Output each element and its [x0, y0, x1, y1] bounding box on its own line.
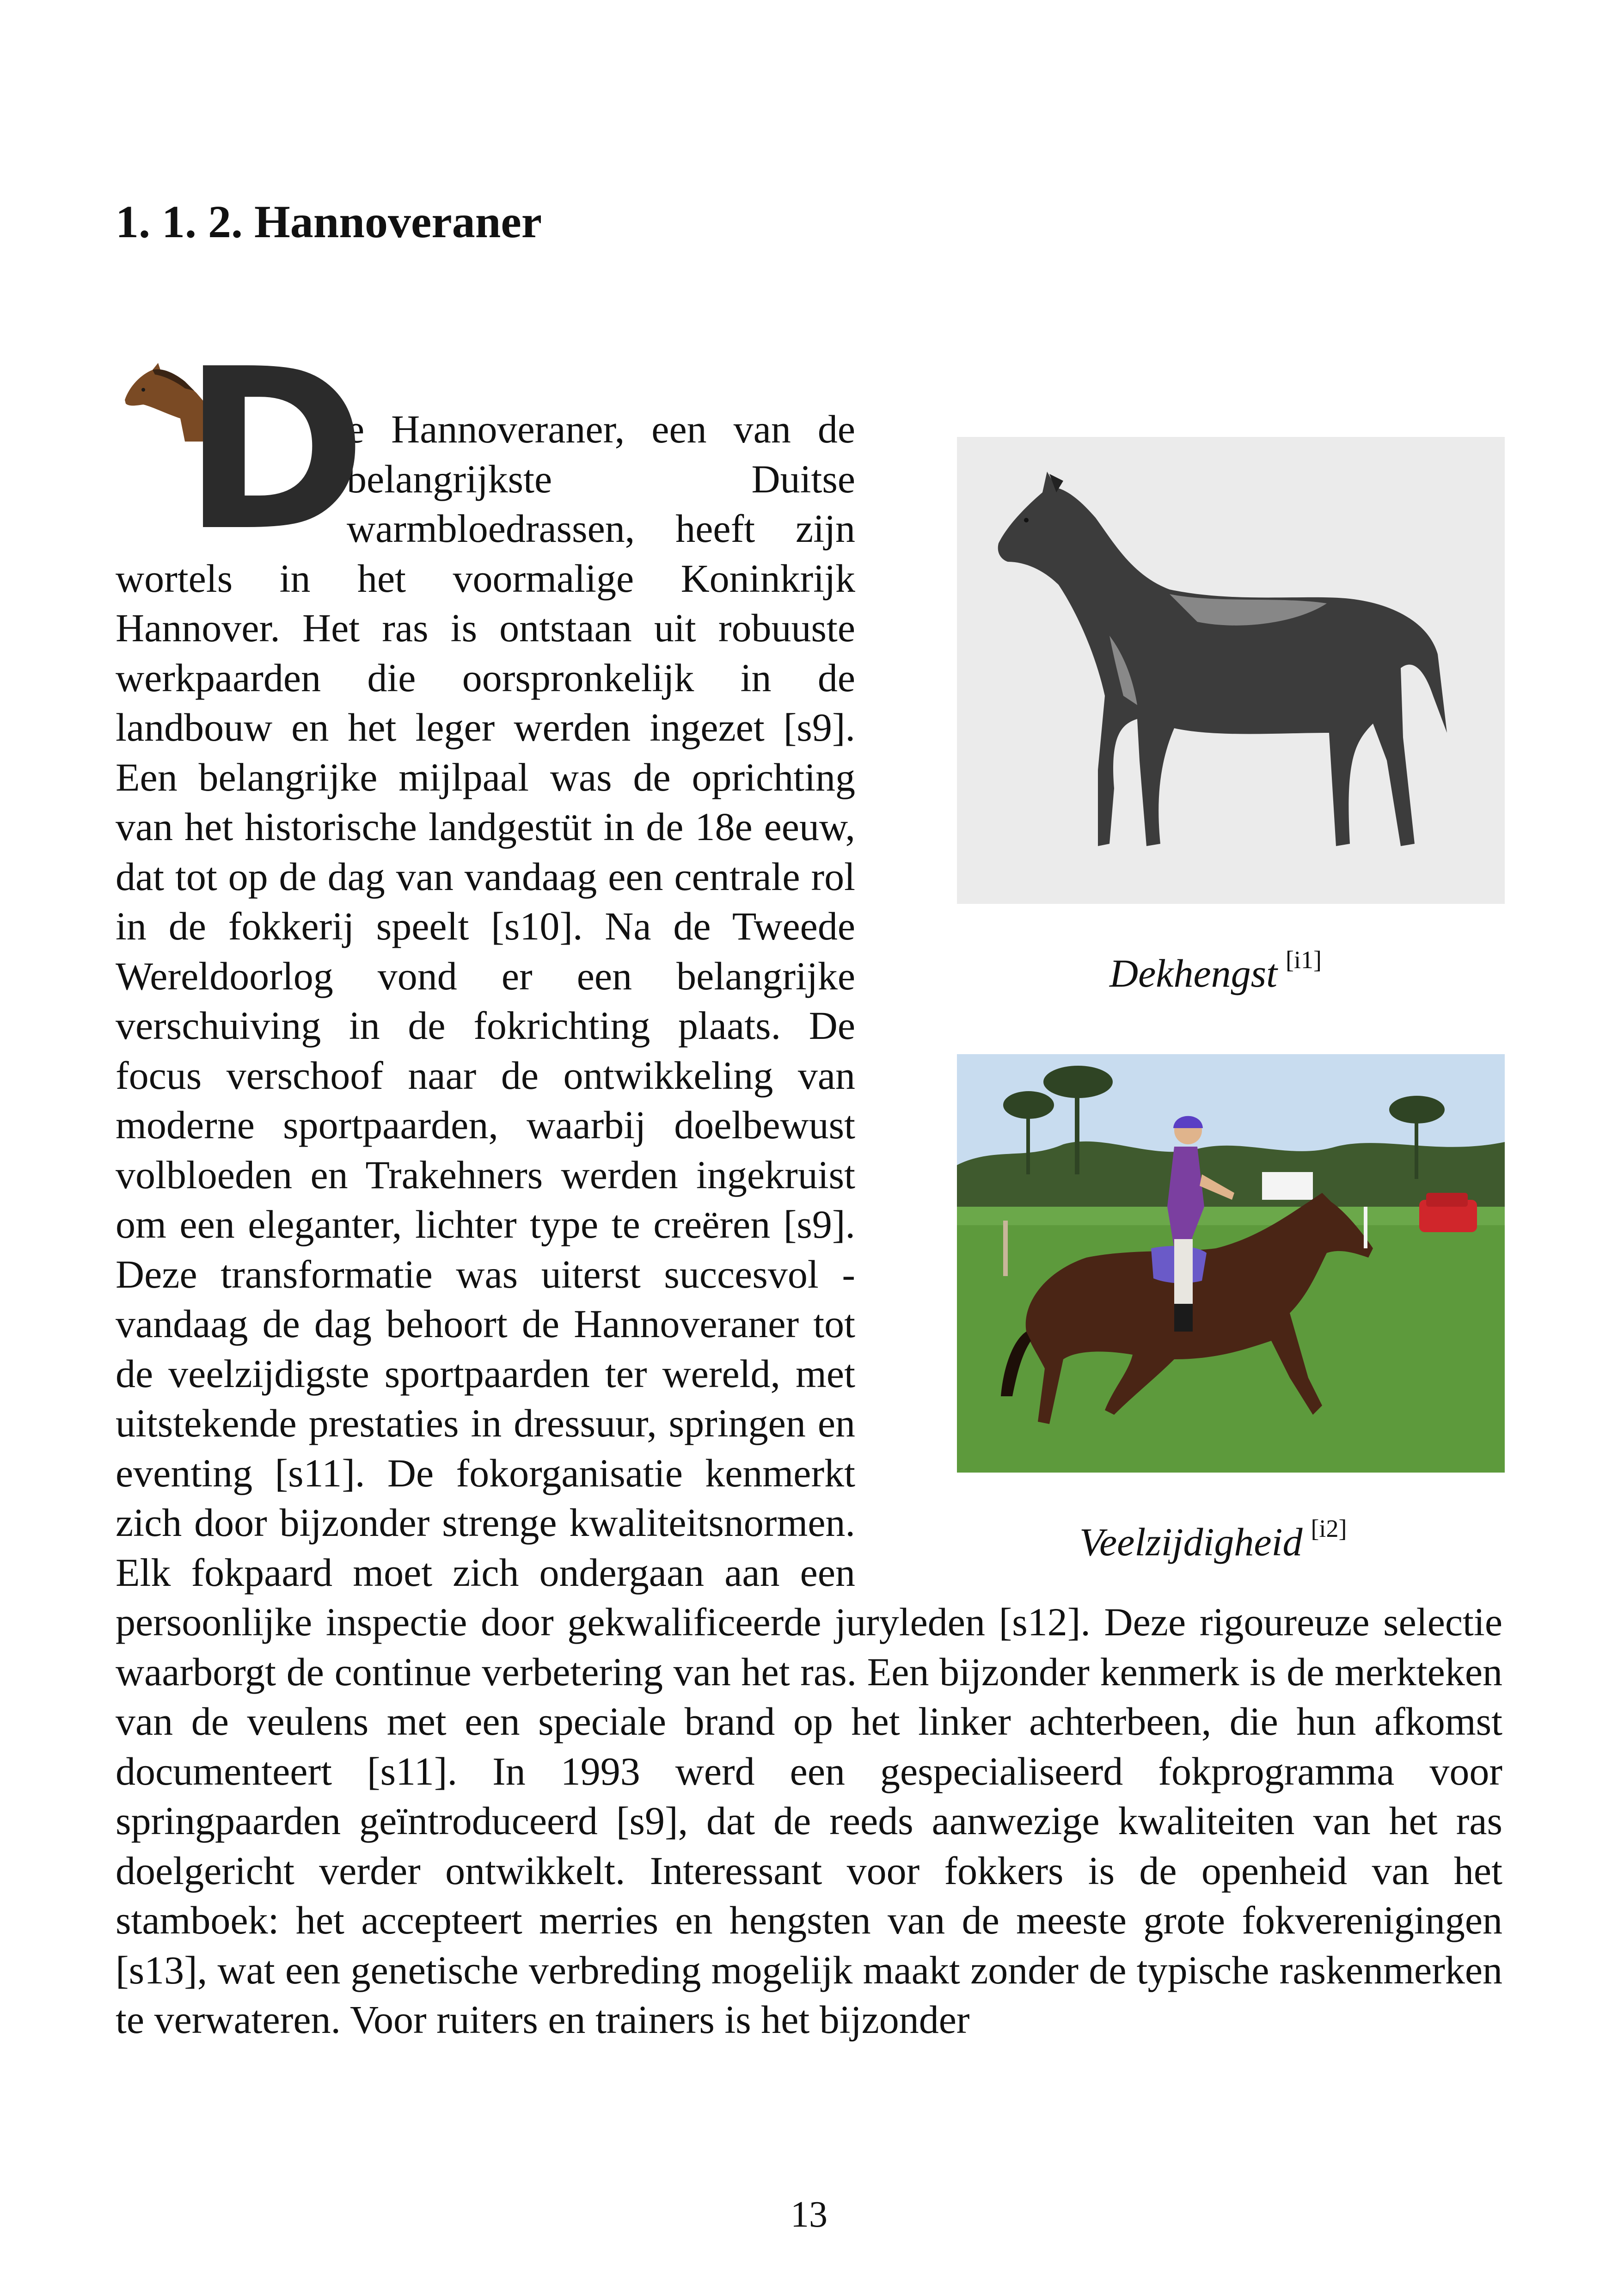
section-heading: 1. 1. 2. Hannoveraner [116, 196, 542, 247]
page-number: 13 [791, 2194, 827, 2235]
caption-ref: [i2] [1311, 1515, 1347, 1542]
caption-text: Dekhengst [1109, 951, 1277, 995]
figure-stallion [957, 437, 1505, 904]
caption-ref: [i1] [1285, 946, 1322, 974]
drop-cap-letter: D [183, 321, 367, 580]
figure-caption-1 [1109, 945, 1322, 996]
figure-caption-2 [1079, 1514, 1347, 1565]
body-paragraph: e Hannoveraner, een van de belangrijkste Duitse warmbloedrassen, heeft zijn wortels in het voormalige Koninkrijk Hannover. Het ras is ontstaan uit robuuste werkpaarden die oorspronkelijk in de landbouw en het leger werden ingezet [s9]. Een belangrijke mijlpaal was de oprichting van het historische landgestüt in de 18e eeuw, dat tot op de dag van vandaag een centrale rol in de fokkerij speelt [s10]. Na de Tweede Wereldoorlog vond er een belangrijke verschuiving in de fokrichting plaats. De focus verschoof naar de ontwikkeling van moderne sportpaarden, waarbij doelbewust volbloeden en Trakehners werden ingekruist om een eleganter, lichter type te creëren [s9]. Deze transformatie was uiterst succesvol - vandaag de dag behoort de Hannoveraner tot de veelzijdigste sportpaarden ter wereld, met uitstekende prestaties in dressuur, springen en eventing [s11]. De fokorganisatie kenmerkt zich door bijzonder strenge kwaliteitsnormen. Elk fokpaard moet zich ondergaan aan een persoonlijke inspectie door gekwalificeerde juryleden [s12]. Deze rigoureuze selectie waarborgt de continue verbetering van het ras. Een bijzonder kenmerk is de merkteken van de veulens met een speciale brand op het linker achterbeen, die hun afkomst documenteert [s11]. In 1993 werd een gespecialiseerd fokprogramma voor springpaarden geïntroduceerd [s9], dat de reeds aanwezige kwaliteiten van het ras doelgericht verder ontwikkelt. Interessant voor fokkers is de openheid van het stamboek: het accepteert merries en hengsten van de meeste grote fokverenigingen [s13], wat een genetische verbreding mogelijk maakt zonder de typische raskenmerken te verwateren. Voor ruiters en trainers is het bijzonder [116, 407, 1502, 2042]
drop-cap [116, 321, 367, 580]
eventing-rider-photo-icon [957, 1054, 1505, 1473]
stallion-photo-icon [957, 437, 1505, 904]
figure-eventing [957, 1054, 1505, 1473]
caption-text: Veelzijdigheid [1079, 1520, 1303, 1564]
